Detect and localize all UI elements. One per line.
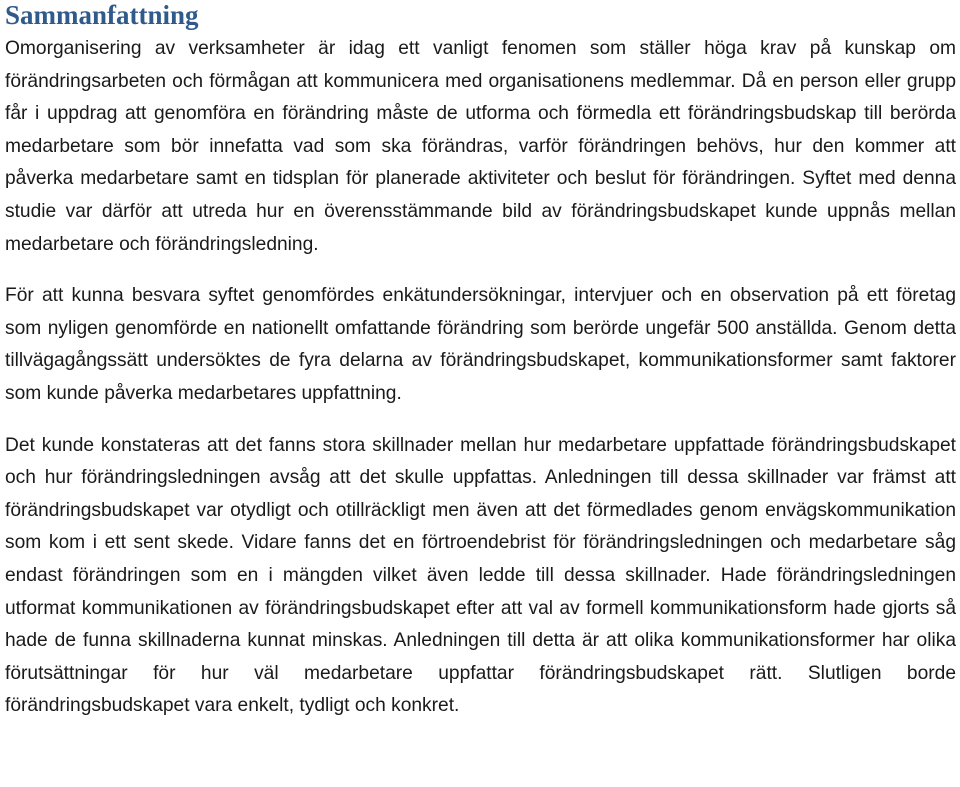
summary-paragraph-2: För att kunna besvara syftet genomfördes enkätundersökningar, intervjuer och en observation på ett företag som nyligen genomförde en nationellt omfattande förändring som berörde ungefär 500 anställda. Genom detta tillvägagångssätt undersöktes de fyra delarna av förändringsbudskapet, kommunikationsformer samt faktorer som kunde påverka medarbetares uppfattning.: [5, 285, 956, 404]
summary-paragraph-1: Omorganisering av verksamheter är idag ett vanligt fenomen som ställer höga krav på kunskap om förändringsarbeten och förmågan att kommunicera med organisationens medlemmar. Då en person eller grupp får i uppdrag att genomföra en förändring måste de utforma och förmedla ett förändringsbudskap till berörda medarbetare som bör innefatta vad som ska förändras, varför förändringen behövs, hur den kommer att påverka medarbetare samt en tidsplan för planerade aktiviteter och beslut för förändringen. Syftet med denna studie var därför att utreda hur en överensstämmande bild av förändringsbudskapet kunde uppnås mellan medarbetare och förändringsledning.: [5, 38, 956, 255]
summary-paragraph-3: Det kunde konstateras att det fanns stora skillnader mellan hur medarbetare uppfattade förändringsbudskapet och hur förändringsledningen avsåg att det skulle uppfattas. Anledningen till dessa skillnader var främst att förändringsbudskapet var otydligt och otillräckligt men även att det förmedlades genom envägskommunikation som kom i ett sent skede. Vidare fanns det en förtroendebrist för förändringsledningen och medarbetare såg endast förändringen som en i mängden vilket även ledde till dessa skillnader. Hade förändringsledningen utformat kommunikationen av förändringsbudskapet efter att val av formell kommunikationsform hade gjorts så hade de funna skillnaderna kunnat minskas. Anledningen till detta är att olika kommunikationsformer har olika förutsättningar för hur väl medarbetare uppfattar förändringsbudskapet rätt. Slutligen borde förändringsbudskapet vara enkelt, tydligt och konkret.: [5, 434, 956, 717]
section-heading: Sammanfattning: [5, 0, 199, 30]
